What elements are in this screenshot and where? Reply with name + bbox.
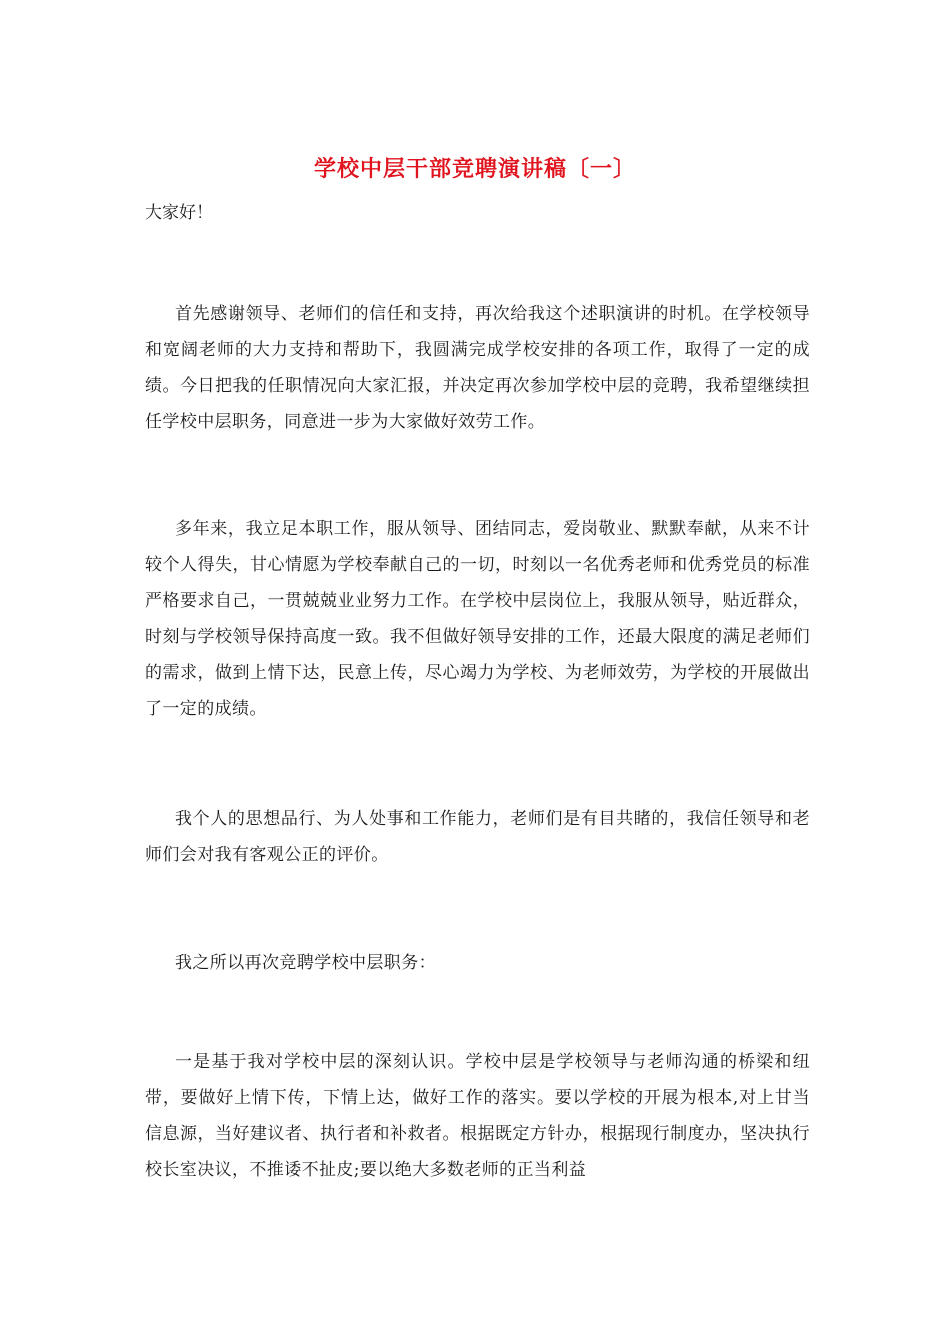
paragraph-character: 我个人的思想品行、为人处事和工作能力，老师们是有目共睹的，我信任领导和老师们会对我有客观公正的评价。 xyxy=(145,809,810,865)
greeting-line: 大家好！ xyxy=(145,203,213,223)
paragraph-reasons-intro: 我之所以再次竞聘学校中层职务： xyxy=(175,953,436,973)
paragraph-gratitude: 首先感谢领导、老师们的信任和支持，再次给我这个述职演讲的时机。在学校领导和宽阔老师的大力支持和帮助下，我圆满完成学校安排的各项工作，取得了一定的成绩。今日把我的任职情况向大家汇报，并决定再次参加学校中层的竞聘，我希望继续担任学校中层职务，同意进一步为大家做好效劳工作。 xyxy=(145,304,810,432)
paragraph-work-record: 多年来，我立足本职工作，服从领导、团结同志，爱岗敬业、默默奉献，从来不计较个人得失，甘心情愿为学校奉献自己的一切，时刻以一名优秀老师和优秀党员的标准严格要求自己，一贯兢兢业业努力工作。在学校中层岗位上，我服从领导，贴近群众，时刻与学校领导保持高度一致。我不但做好领导安排的工作，还最大限度的满足老师们的需求，做到上情下达，民意上传，尽心竭力为学校、为老师效劳，为学校的开展做出了一定的成绩。 xyxy=(145,519,810,719)
paragraph-reason-one: 一是基于我对学校中层的深刻认识。学校中层是学校领导与老师沟通的桥梁和纽带，要做好上情下传，下情上达，做好工作的落实。要以学校的开展为根本,对上甘当信息源，当好建议者、执行者和补救者。根据既定方针办，根据现行制度办，坚决执行校长室决议，不推诿不扯皮;要以绝大多数老师的正当利益 xyxy=(145,1052,810,1180)
document-title: 学校中层干部竞聘演讲稿〔一〕 xyxy=(313,156,636,182)
